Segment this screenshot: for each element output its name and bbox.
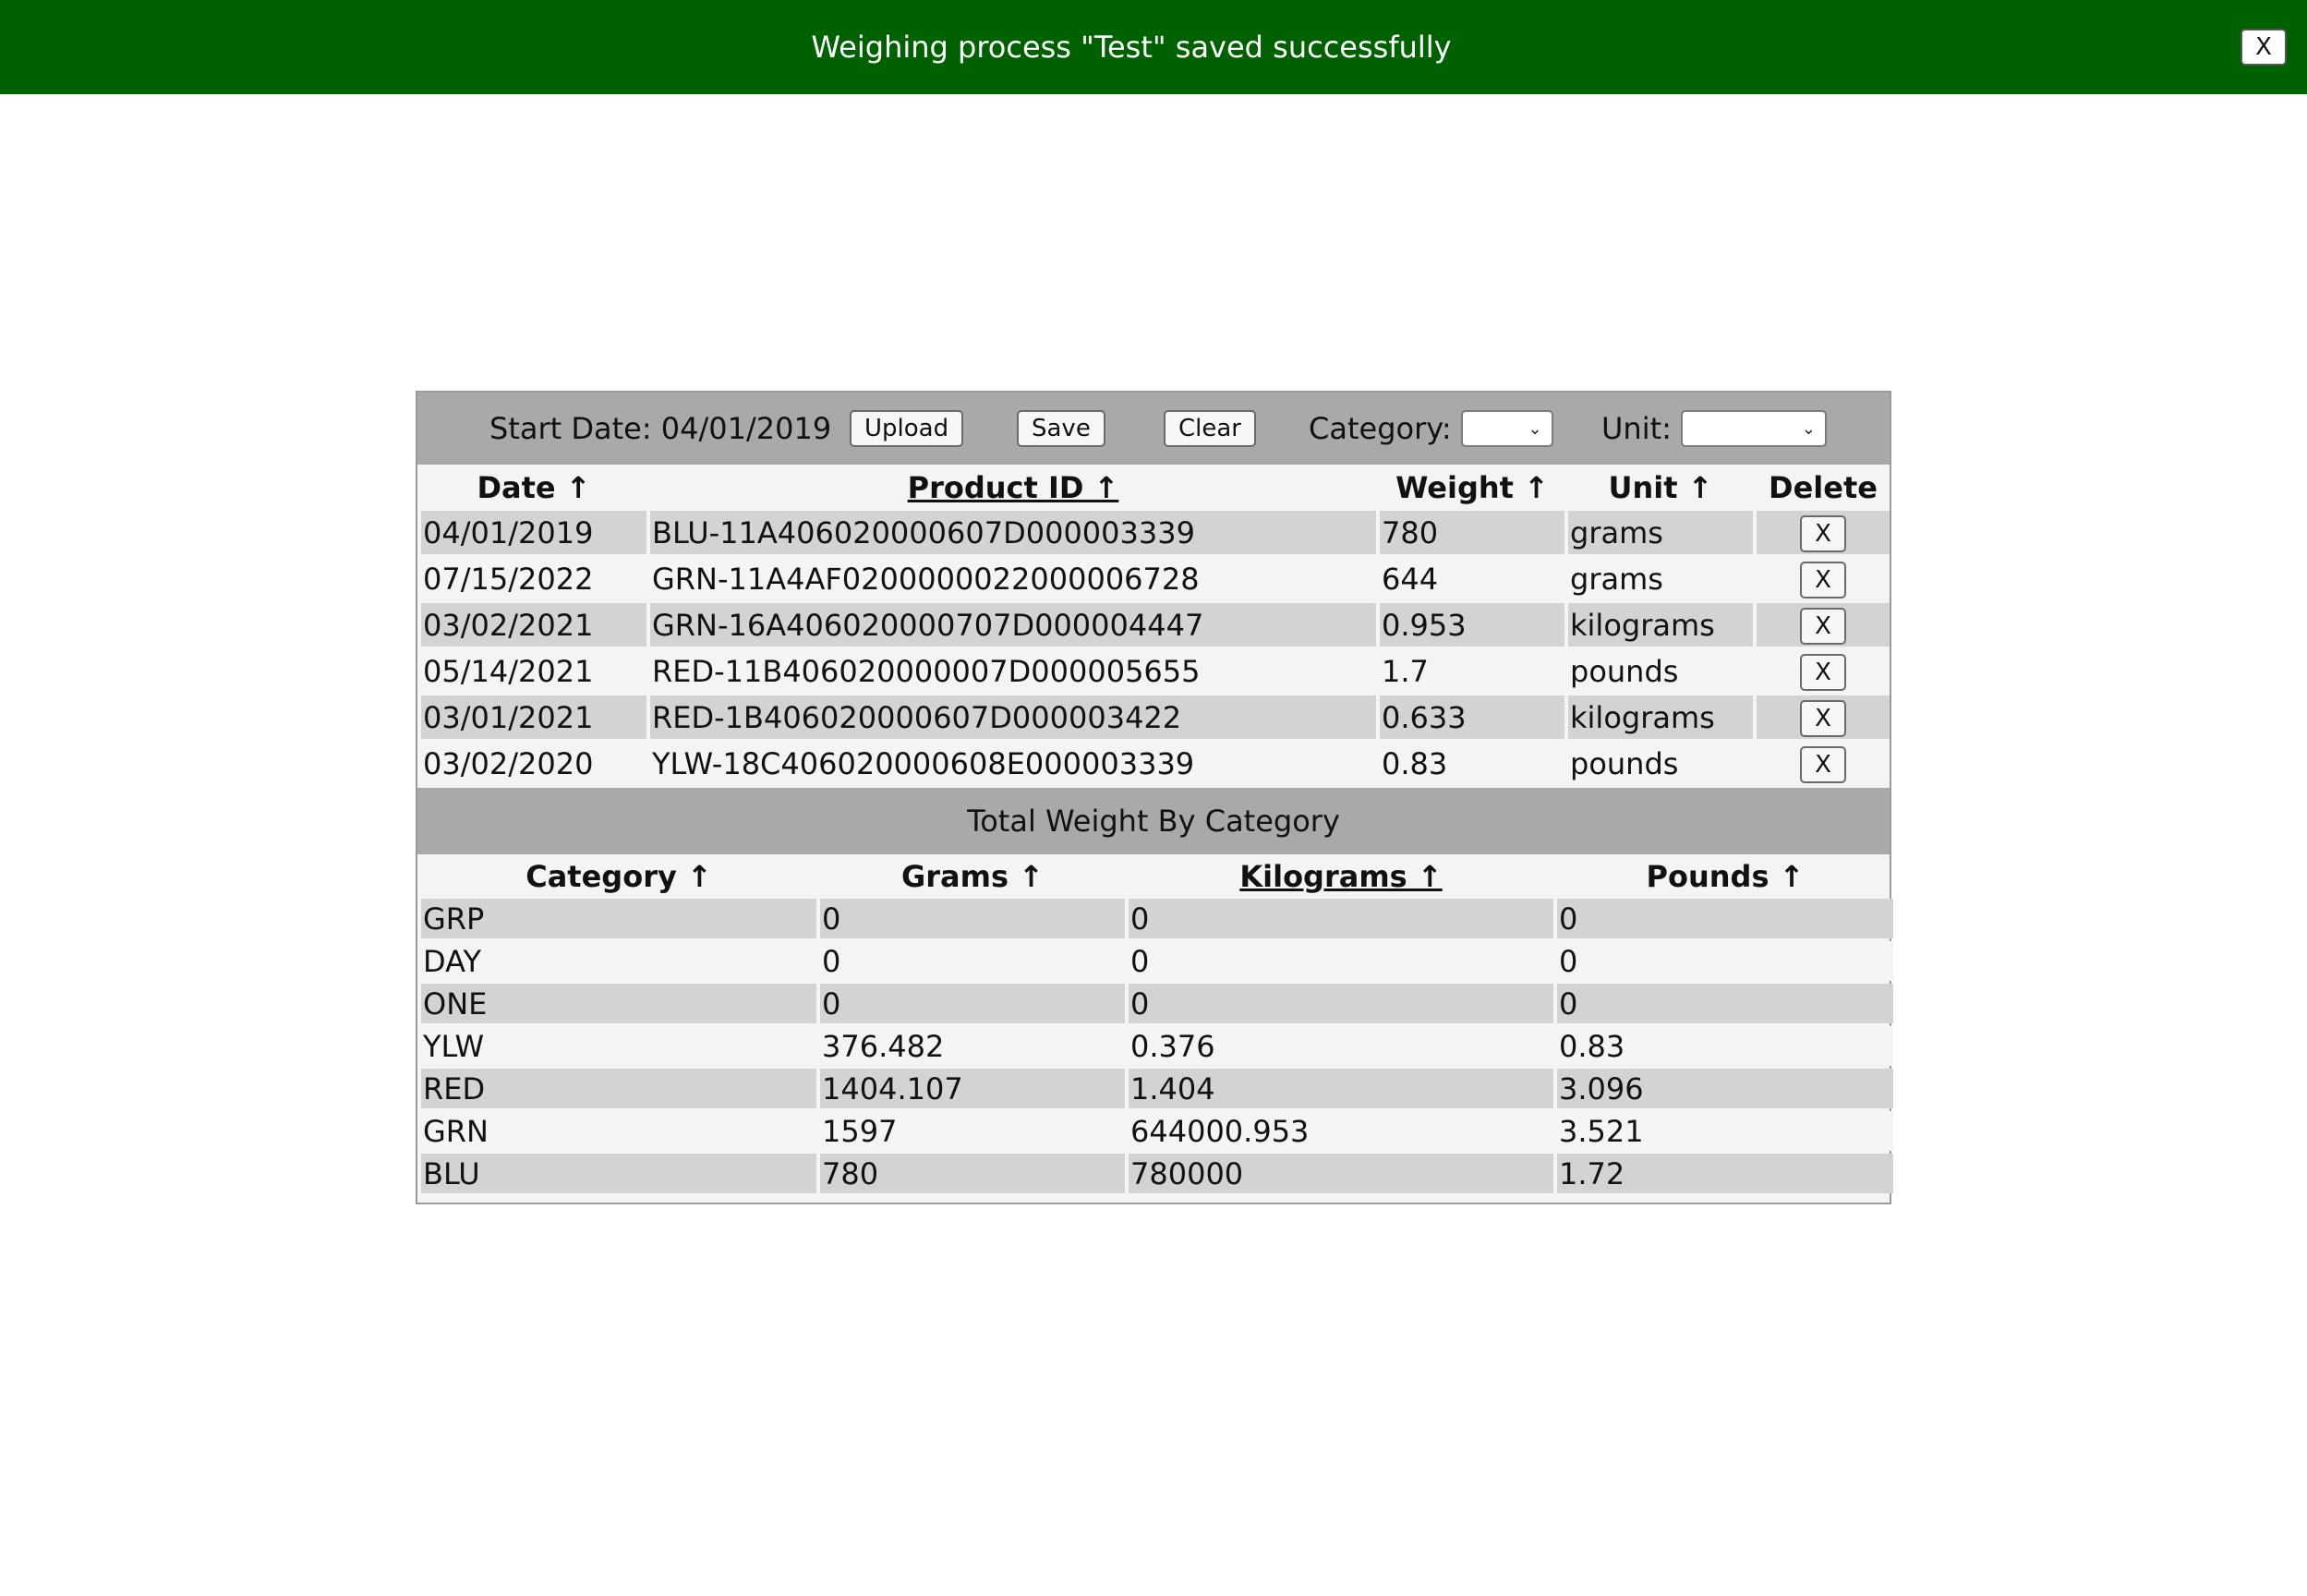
summary-row [421,1069,1893,1108]
items-table [417,465,1893,788]
summary-row [421,1111,1893,1151]
row-weight: 1.7 [1380,649,1564,693]
header-delete: Delete [1769,470,1878,505]
header-date[interactable]: Date ↑ [477,470,591,505]
delete-row-button[interactable]: X [1800,608,1846,645]
summary-kilograms: 0 [1129,984,1553,1023]
summary-kilograms: 1.404 [1129,1069,1553,1108]
summary-kilograms: 0 [1129,941,1553,981]
row-weight: 644 [1380,557,1564,600]
row-unit: grams [1568,511,1753,554]
summary-kilograms: 644000.953 [1129,1111,1553,1151]
summary-pounds: 0.83 [1557,1026,1893,1066]
table-row [421,557,1890,600]
summary-category: RED [421,1069,816,1108]
header-product-id[interactable]: Product ID ↑ [907,470,1119,505]
row-unit: grams [1568,557,1753,600]
summary-row [421,899,1893,938]
header-weight[interactable]: Weight ↑ [1395,470,1549,505]
summary-category: ONE [421,984,816,1023]
summary-pounds: 3.096 [1557,1069,1893,1108]
category-label: Category: [1309,411,1452,446]
summary-category: YLW [421,1026,816,1066]
row-unit: pounds [1568,742,1753,785]
summary-kilograms: 0 [1129,899,1553,938]
delete-row-button[interactable]: X [1800,700,1846,737]
delete-row-button[interactable]: X [1800,562,1846,598]
table-row [421,603,1890,647]
header-grams[interactable]: Grams ↑ [901,859,1044,894]
summary-pounds: 3.521 [1557,1111,1893,1151]
row-date: 07/15/2022 [421,557,646,600]
summary-row [421,1026,1893,1066]
row-weight: 0.953 [1380,603,1564,647]
weighing-panel [416,391,1891,1204]
summary-grams: 376.482 [820,1026,1125,1066]
start-date-label [489,393,831,465]
row-date: 03/02/2020 [421,742,646,785]
row-weight: 0.633 [1380,695,1564,739]
row-weight: 780 [1380,511,1564,554]
banner-close-button[interactable]: X [2241,29,2287,66]
row-weight: 0.83 [1380,742,1564,785]
delete-row-button[interactable]: X [1800,654,1846,691]
chevron-down-icon: ⌄ [1528,419,1542,439]
header-pounds[interactable]: Pounds ↑ [1646,859,1805,894]
summary-row [421,984,1893,1023]
summary-grams: 0 [820,899,1125,938]
summary-title [417,788,1890,854]
row-product-id: RED-1B406020000607D000003422 [650,695,1376,739]
upload-button[interactable]: Upload [850,410,963,447]
row-product-id: GRN-11A4AF0200000022000006728 [650,557,1376,600]
summary-title-text: Total Weight By Category [967,804,1340,839]
table-row [421,649,1890,693]
summary-row [421,1154,1893,1193]
unit-label: Unit: [1601,411,1672,446]
row-product-id: GRN-16A406020000707D000004447 [650,603,1376,647]
row-unit: pounds [1568,649,1753,693]
success-banner [0,0,2307,94]
summary-grams: 0 [820,984,1125,1023]
summary-category: BLU [421,1154,816,1193]
summary-grams: 1404.107 [820,1069,1125,1108]
header-kilograms[interactable]: Kilograms ↑ [1239,859,1443,894]
delete-row-button[interactable]: X [1800,746,1846,783]
save-button[interactable]: Save [1017,410,1105,447]
summary-pounds: 0 [1557,899,1893,938]
row-date: 03/01/2021 [421,695,646,739]
row-product-id: BLU-11A406020000607D000003339 [650,511,1376,554]
row-product-id: YLW-18C406020000608E000003339 [650,742,1376,785]
summary-row [421,941,1893,981]
header-unit[interactable]: Unit ↑ [1608,470,1713,505]
delete-row-button[interactable]: X [1800,515,1846,552]
toolbar [417,393,1890,465]
header-category[interactable]: Category ↑ [525,859,712,894]
summary-pounds: 1.72 [1557,1154,1893,1193]
summary-pounds: 0 [1557,941,1893,981]
row-date: 03/02/2021 [421,603,646,647]
summary-category: GRP [421,899,816,938]
row-product-id: RED-11B406020000007D000005655 [650,649,1376,693]
start-date-text: Start Date: 04/01/2019 [489,411,832,446]
summary-table [417,854,1897,1196]
summary-grams: 0 [820,941,1125,981]
row-date: 04/01/2019 [421,511,646,554]
row-unit: kilograms [1568,695,1753,739]
summary-kilograms: 780000 [1129,1154,1553,1193]
banner-message: Weighing process "Test" saved successfully [811,30,1452,65]
row-unit: kilograms [1568,603,1753,647]
table-row [421,511,1890,554]
summary-pounds: 0 [1557,984,1893,1023]
row-date: 05/14/2021 [421,649,646,693]
category-select[interactable] [1461,410,1553,447]
table-row [421,742,1890,785]
summary-grams: 1597 [820,1111,1125,1151]
summary-category: DAY [421,941,816,981]
clear-button[interactable]: Clear [1164,410,1256,447]
summary-kilograms: 0.376 [1129,1026,1553,1066]
summary-category: GRN [421,1111,816,1151]
chevron-down-icon: ⌄ [1801,419,1816,439]
table-row [421,695,1890,739]
summary-grams: 780 [820,1154,1125,1193]
unit-select[interactable] [1681,410,1827,447]
